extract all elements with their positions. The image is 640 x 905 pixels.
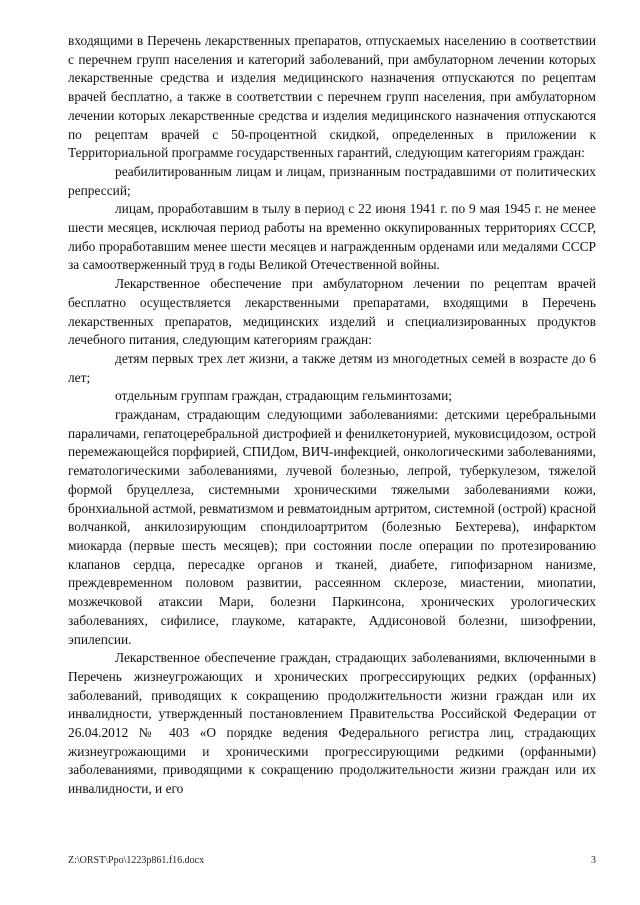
document-body [68,32,596,799]
paragraph: детям первых трех лет жизни, а также детям из многодетных семей в возрасте до 6 лет; [68,350,596,385]
paragraph: реабилитированным лицам и лицам, признанным пострадавшими от политических репрессий; [68,163,596,198]
paragraph: входящими в Перечень лекарственных препаратов, отпускаемых населению в соответствии с перечнем групп населения и категорий заболеваний, при амбулаторном лечении которых лекарственные средства и изделия медицинского назначения отпускаются по рецептам врачей бесплатно, а также в соответствии с перечнем групп населения, при амбулаторном лечении которых лекарственные средства и изделия медицинского назначения отпускаются по рецептам врачей с 50-процентной скидкой, определенных в приложении к Территориальной программе государственных гарантий, следующим категориям граждан: [68,33,596,161]
paragraph: лицам, проработавшим в тылу в период с 22 июня 1941 г. по 9 мая 1945 г. не менее шести месяцев, исключая период работы на временно оккупированных территориях СССР, либо проработавшим менее шести месяцев и награжденным орденами или медалями СССР за самоотверженный труд в годы Великой Отечественной войны. [68,201,596,273]
paragraph: гражданам, страдающим следующими заболеваниями: детскими церебральными параличами, гепатоцеребральной дистрофией и фенилкетонурией, муковисцидозом, острой перемежающейся порфирией, СПИДом, ВИЧ-инфекцией, онкологическими заболеваниями, гематологическими заболеваниями, лучевой болезнью, лепрой, туберкулезом, тяжелой формой бруцеллеза, системными хроническими тяжелыми заболеваниями кожи, бронхиальной астмой, ревматизмом и ревматоидным артритом, системной (острой) красной волчанкой, анкилозирующим спондилоартритом (болезнью Бехтерева), инфарктом миокарда (первые шесть месяцев); при состоянии после операции по протезированию клапанов сердца, пересадке органов и тканей, диабете, гипофизарном нанизме, преждевременном половом развитии, рассеянном склерозе, миастении, миопатии, мозжечковой атаксии Мари, болезни Паркинсона, хронических урологических заболеваниях, сифилисе, глаукоме, катаракте, Аддисоновой болезни, шизофрении, эпилепсии. [68,407,596,647]
page-number: 3 [591,855,596,866]
footer-file-path: Z:\ORST\Ppo\1223p861.f16.docx [68,855,205,866]
paragraph: Лекарственное обеспечение граждан, страдающих заболеваниями, включенными в Перечень жизнеугрожающих и хронических прогрессирующих редких (орфанных) заболеваний, приводящих к сокращению продолжительности жизни граждан или их инвалидности, утвержденный постановлением Правительства Российской Федерации от 26.04.2012 № 403 «О порядке ведения Федерального регистра лиц, страдающих жизнеугрожающими и хроническими прогрессирующими редкими (орфанными) заболеваниями, приводящими к сокращению продолжительности жизни граждан или их инвалидности, и его [68,650,596,797]
paragraph: отдельным группам граждан, страдающим гельминтозами; [115,388,453,404]
paragraph: Лекарственное обеспечение при амбулаторном лечении по рецептам врачей бесплатно осуществляется лекарственными препаратами, входящими в Перечень лекарственных препаратов, медицинских изделий и специализированных продуктов лечебного питания, следующим категориям граждан: [68,276,596,348]
